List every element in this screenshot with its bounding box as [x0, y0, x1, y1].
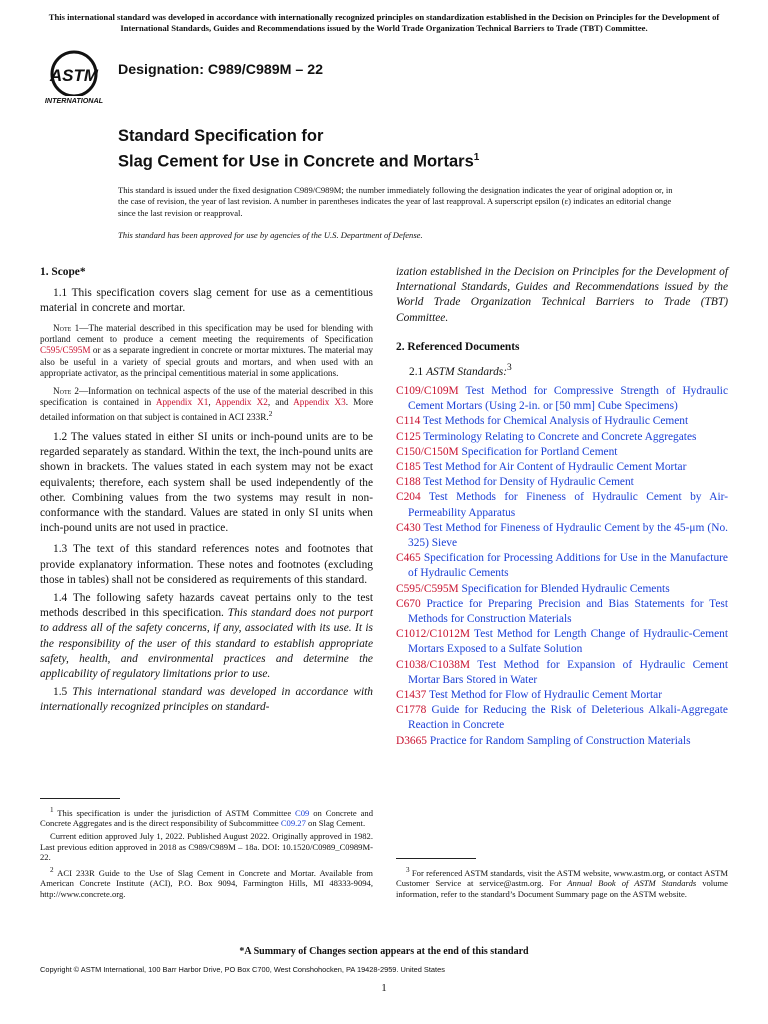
reference-item [396, 582, 728, 597]
copyright: Copyright © ASTM International, 100 Barr Harbor Drive, PO Box C700, West Conshohocken, PA 19428-2959. United States [40, 965, 445, 974]
reference-title-link[interactable]: Test Methods for Fineness of Hydraulic Cement by Air-Permeability Apparatus [408, 491, 728, 519]
reference-item [396, 551, 728, 581]
reference-title-link[interactable]: Practice for Preparing Precision and Bias Statements for Test Methods for Construction Materials [408, 597, 728, 626]
designation: Designation: C989/C989M – 22 [118, 62, 324, 78]
page-number: 1 [381, 982, 387, 994]
link-appendix-x2[interactable]: Appendix X2 [215, 397, 268, 408]
reference-item [396, 430, 728, 445]
reference-code-link[interactable]: C1012/C1012M [396, 628, 471, 641]
reference-code-link[interactable]: C125 [396, 430, 421, 443]
tbt-notice: This international standard was developed in accordance with internationally recognized principles on standardization established in the Decision on Principles for the Development of International Standards, Guides and Recommendations issued by the World Trade Organization Technical Barriers to Trade (TBT) Committee. [48, 12, 720, 33]
reference-title-link[interactable]: Test Methods for Chemical Analysis of Hydraulic Cement [420, 415, 689, 428]
reference-item [396, 703, 728, 733]
footnote-rule [40, 798, 120, 799]
reference-code-link[interactable]: C1038/C1038M [396, 658, 471, 671]
reference-code-link[interactable]: C595/C595M [396, 582, 459, 595]
link-appendix-x1[interactable]: Appendix X1 [155, 397, 209, 408]
footnote-ref-2[interactable]: 2 [268, 409, 273, 419]
refdocs-heading: 2. Referenced Documents [396, 340, 520, 353]
title-line-1: Standard Specification for [118, 127, 324, 145]
footnote-rule [396, 858, 476, 859]
reference-title-link[interactable]: Test Method for Compressive Strength of Hydraulic Cement Mortars (Using 2-in. or [50 mm] Cube Specimens) [408, 385, 728, 413]
link-c09[interactable]: C09 [295, 807, 310, 818]
reference-item [396, 490, 728, 520]
reference-code-link[interactable]: C670 [396, 597, 421, 610]
reference-code-link[interactable]: C204 [396, 491, 421, 504]
reference-item [396, 445, 728, 460]
summary-of-changes-note: *A Summary of Changes section appears at the end of this standard [239, 946, 529, 957]
reference-title-link[interactable]: Specification for Processing Additions for Use in the Manufacture of Hydraulic Cements [408, 552, 728, 580]
reference-item [396, 384, 728, 414]
reference-title-link[interactable]: Test Method for Length Change of Hydraulic-Cement Mortars Exposed to a Sulfate Solution [408, 628, 728, 656]
reference-code-link[interactable]: C150/C150M [396, 445, 459, 458]
title-line-2: Slag Cement for Use in Concrete and Mortars$^1$ [118, 152, 480, 171]
para-1-2: 1.2 The values stated in either SI units or inch-pound units are to be regarded separately as standard. Within the text, the inch-pound units are shown in brackets. The values stated in each system may not be exact equivalents; therefore, each system shall be used independently of the other. Combining values from the two systems may result in non-conformance with the standard. Values are stated in only SI units when inch-pound units are not used in practice. [40, 430, 373, 535]
reference-code-link[interactable]: C430 [396, 521, 421, 534]
para-1-1: 1.1 This specification covers slag cement for use as a cementitious material in concrete and mortar. [40, 287, 373, 315]
reference-title-link[interactable]: Test Method for Fineness of Hydraulic Cement by the 45-μm (No. 325) Sieve [408, 521, 728, 550]
link-c595[interactable]: C595/C595M [40, 345, 91, 356]
reference-title-link[interactable]: Test Method for Flow of Hydraulic Cement Mortar [426, 689, 663, 702]
svg-text:INTERNATIONAL: INTERNATIONAL [44, 96, 104, 105]
issuance-note: This standard is issued under the fixed designation C989/C989M; the number immediately following the designation indicates the year of original adoption or, in the case of revision, the year of last revision. A number in parentheses indicates the year of last reapproval. A superscript epsilon (ε) indicates an editorial change since the last revision or reapproval. [118, 185, 673, 218]
footnote-1-edition: Current edition approved July 1, 2022. Published August 2022. Originally approved in 1982. Last previous edition approved in 2018 as C989/C989M – 18a. DOI: 10.1520/C0989_C0989M-22. [40, 831, 373, 863]
reference-item [396, 658, 728, 688]
reference-code-link[interactable]: C465 [396, 552, 421, 565]
reference-code-link[interactable]: D3665 [396, 734, 428, 747]
reference-title-link[interactable]: Terminology Relating to Concrete and Concrete Aggregates [420, 430, 697, 443]
reference-title-link[interactable]: Test Method for Expansion of Hydraulic Cement Mortar Bars Stored in Water [408, 658, 728, 686]
reference-title-link[interactable]: Practice for Random Sampling of Construction Materials [427, 734, 691, 747]
document-title [118, 126, 479, 173]
scope-heading: 1. Scope* [40, 266, 86, 278]
footnote-1: $^1$ This specification is under the jurisdiction of ASTM Committee C09 on Concrete and Concrete Aggregates and is the direct responsibility of Subcommittee C09.27 on Slag Cement. [40, 806, 373, 829]
reference-code-link[interactable]: C188 [396, 476, 421, 489]
link-c09-27[interactable]: C09.27 [280, 818, 306, 829]
reference-item [396, 688, 728, 703]
reference-list [396, 384, 728, 749]
reference-title-link[interactable]: Guide for Reducing the Risk of Deleterious Alkali-Aggregate Reaction in Concrete [408, 704, 728, 732]
footnote-2: $^2$ ACI 233R Guide to the Use of Slag Cement in Concrete and Mortar. Available from American Concrete Institute (ACI), P.O. Box 9094, Farmington Hills, MI 48333-9094, http://www.concrete.org. [40, 865, 373, 899]
reference-code-link[interactable]: C109/C109M [396, 385, 459, 398]
reference-title-link[interactable]: Test Method for Air Content of Hydraulic Cement Mortar [420, 461, 687, 474]
reference-item [396, 414, 728, 429]
reference-title-link[interactable]: Specification for Portland Cement [458, 445, 618, 458]
para-1-3: 1.3 The text of this standard references notes and footnotes that provide explanatory information. These notes and footnotes (excluding those in tables) shall not be considered as requirements of this standard. [40, 543, 373, 586]
reference-item [396, 475, 728, 490]
reference-title-link[interactable]: Specification for Blended Hydraulic Cements [458, 582, 670, 595]
para-1-4: 1.4 The following safety hazards caveat pertains only to the test methods described in this specification. This standard does not purport to address all of the safety concerns, if any, associated with its use. It is the responsibility of the user of this standard to establish appropriate safety, health, and environmental practices and determine the applicability of regulatory limitations prior to use. [40, 591, 373, 680]
reference-item [396, 597, 728, 627]
para-1-5-continued: ization established in the Decision on Principles for the Development of International Standards, Guides and Recommendations issued by the World Trade Organization Technical Barriers to Trade (TBT) Committee. [396, 266, 728, 324]
reference-code-link[interactable]: C185 [396, 461, 421, 474]
astm-standards-subheading: 2.1 ASTM Standards:$^3$ [409, 363, 512, 378]
title-footnote-ref[interactable]: 1 [473, 152, 480, 163]
right-footnotes [396, 858, 728, 902]
left-column [40, 265, 373, 716]
link-appendix-x3[interactable]: Appendix X3 [293, 397, 346, 408]
note-1: Note 1—The material described in this specification may be used for blending with portland cement to produce a cement meeting the requirements of Specification C595/C595M or as a separate ingredient in concrete or mortar mixtures. The material may also be useful in a variety of special grouts and mortars, and when used with an appropriate activator, as the principal cementitious material in some applications. [40, 322, 373, 379]
footnote-3: $^3$ For referenced ASTM standards, visit the ASTM website, www.astm.org, or contact ASTM Customer Service at service@astm.org. For Annual Book of ASTM Standards volume information, refer to the standard’s Document Summary page on the ASTM website. [396, 866, 728, 900]
left-footnotes [40, 798, 373, 901]
reference-item [396, 734, 728, 749]
reference-code-link[interactable]: C1437 [396, 689, 427, 702]
svg-text:ASTM: ASTM [49, 66, 99, 85]
astm-logo [40, 50, 108, 106]
reference-code-link[interactable]: C114 [396, 415, 421, 428]
reference-item [396, 627, 728, 657]
reference-code-link[interactable]: C1778 [396, 704, 427, 717]
dod-approval-note: This standard has been approved for use by agencies of the U.S. Department of Defense. [118, 230, 423, 240]
reference-item [396, 521, 728, 551]
reference-item [396, 460, 728, 475]
para-1-5: 1.5 This international standard was developed in accordance with internationally recognized principles on standard- [40, 686, 373, 714]
right-column [396, 265, 728, 749]
note-2: Note 2—Information on technical aspects of the use of the material described in this specification is contained in Appendix X1, Appendix X2, and Appendix X3. More detailed information on that subject is contained in ACI 233R.$^2$ [40, 385, 374, 423]
reference-title-link[interactable]: Test Method for Density of Hydraulic Cement [420, 476, 634, 489]
